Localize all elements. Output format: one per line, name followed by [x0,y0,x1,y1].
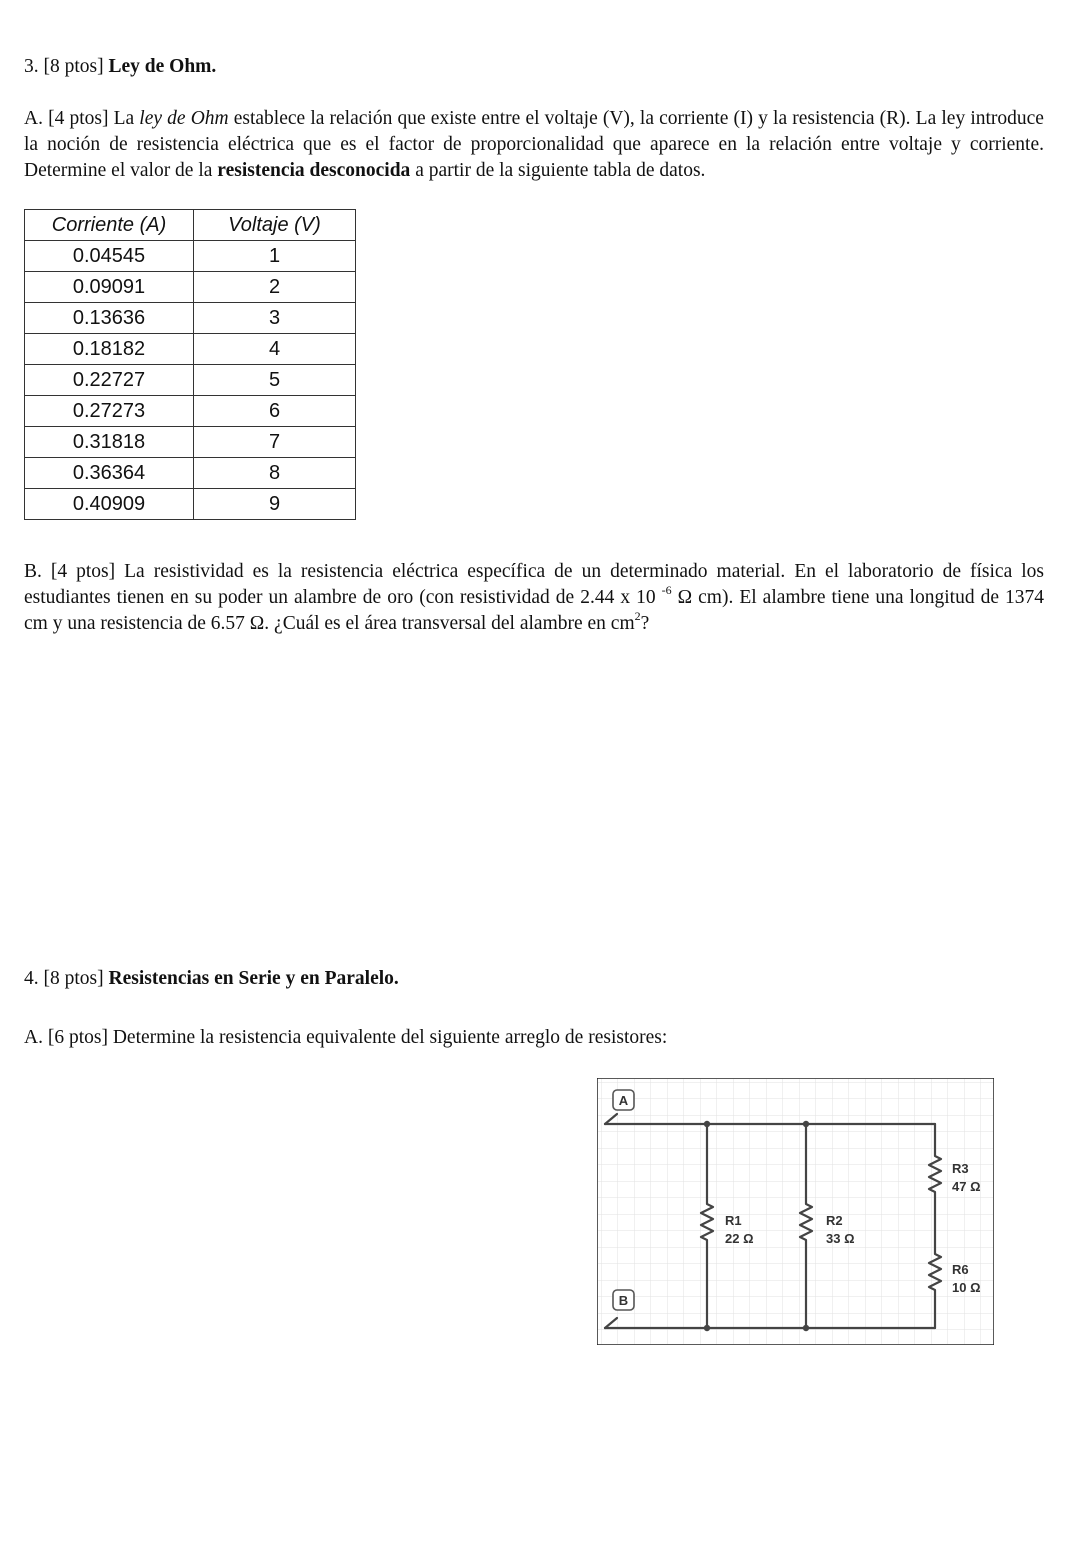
cell-current: 0.22727 [25,365,194,396]
cell-voltage: 7 [194,427,356,458]
cell-current: 0.31818 [25,427,194,458]
r2-value: 33 Ω [826,1231,855,1246]
cell-voltage: 6 [194,396,356,427]
q4-number: 4. [8 ptos] [24,968,109,989]
r3-name: R3 [952,1161,969,1176]
q3a-text2: a partir de la siguiente tabla de datos. [410,160,706,181]
cell-current: 0.27273 [25,396,194,427]
q3b-text2: Ω cm). El alambre tiene una longitud de 1374 cm y una resistencia de 6.57 Ω. ¿Cuál es el área transversal del alambre en cm [24,587,1044,634]
q4-title: Resistencias en Serie y en Paralelo. [108,968,399,989]
table-row [25,272,356,303]
q3-number: 3. [8 ptos] [24,56,109,77]
header-voltage: Voltaje (V) [194,210,356,241]
r2-name: R2 [826,1213,843,1228]
cell-current: 0.09091 [25,272,194,303]
cell-current: 0.36364 [25,458,194,489]
q3a-prefix: A. [4 ptos] La [24,108,140,129]
table-row [25,365,356,396]
cell-current: 0.18182 [25,334,194,365]
q3b-text3: ? [640,613,650,634]
circuit-diagram [597,1078,994,1345]
table-row [25,396,356,427]
cell-voltage: 4 [194,334,356,365]
data-table [24,209,356,520]
r6-name: R6 [952,1262,969,1277]
q3b-exponent: -6 [661,582,672,597]
junction-dot [704,1121,710,1127]
terminal-a-label: A [618,1093,629,1108]
q3b-exponent-2: 2 [634,608,641,623]
q3a-italic-term: ley de Ohm [139,108,229,129]
q3a-bold-term: resistencia desconocida [217,160,411,181]
header-current: Corriente (A) [25,210,194,241]
cell-voltage: 1 [194,241,356,272]
r3-value: 47 Ω [952,1179,981,1194]
q3-part-b [24,559,1044,637]
r1-name: R1 [725,1213,742,1228]
table-row [25,334,356,365]
q4-part-a: A. [6 ptos] Determine la resistencia equivalente del siguiente arreglo de resistores: [24,1027,668,1048]
cell-voltage: 3 [194,303,356,334]
table-row [25,241,356,272]
cell-current: 0.40909 [25,489,194,520]
table-row [25,303,356,334]
r1-value: 22 Ω [725,1231,754,1246]
table-header-row [25,210,356,241]
q4-heading [24,966,1044,992]
table-row [25,489,356,520]
q3-part-a [24,106,1044,184]
q3a-text1: establece la relación que existe entre el voltaje (V), la corriente (I) y la resistencia (R). La ley introduce la noción de resistencia eléctrica que es el factor de proporcionalidad que aparece en la relación entre voltaje y corriente. Determine el valor de la [24,108,1044,181]
junction-dot [803,1325,809,1331]
q3-heading [24,54,1044,80]
junction-dot [704,1325,710,1331]
junction-dot [803,1121,809,1127]
cell-voltage: 8 [194,458,356,489]
table-row [25,427,356,458]
table-row [25,458,356,489]
cell-voltage: 2 [194,272,356,303]
q3-title: Ley de Ohm. [108,56,217,77]
cell-current: 0.04545 [25,241,194,272]
r6-value: 10 Ω [952,1280,981,1295]
cell-current: 0.13636 [25,303,194,334]
cell-voltage: 5 [194,365,356,396]
cell-voltage: 9 [194,489,356,520]
q3b-text1: B. [4 ptos] La resistividad es la resistencia eléctrica específica de un determinado material. En el laboratorio de física los estudiantes tienen en su poder un alambre de oro (con resistividad de 2.44 x 10 [24,561,1044,608]
terminal-b-label: B [618,1293,629,1308]
circuit-grid [598,1079,993,1344]
